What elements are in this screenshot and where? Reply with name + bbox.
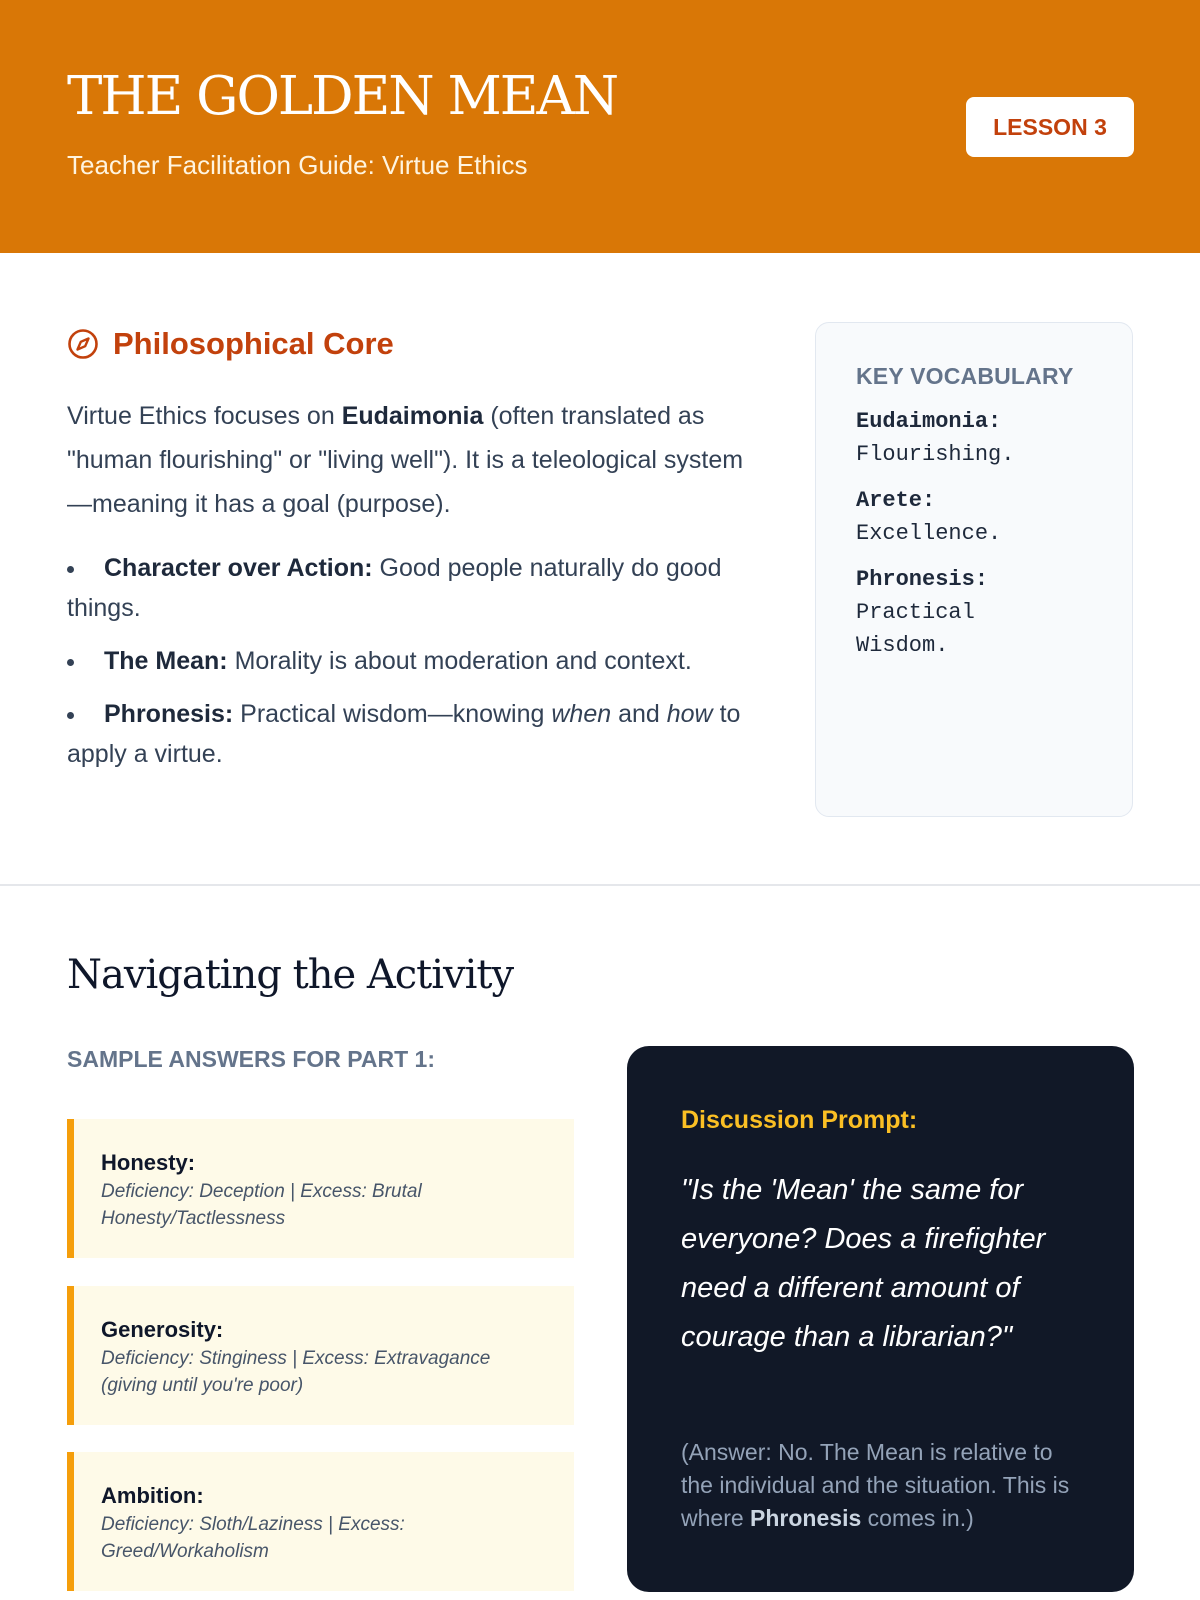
discussion-answer: (Answer: No. The Mean is relative to the individual and the situation. This is where Phronesis comes in.) (681, 1439, 1070, 1531)
virtue-name: Honesty: (101, 1150, 196, 1175)
vocabulary-term: Phronesis: (856, 567, 989, 592)
activity-title: Navigating the Activity (67, 952, 514, 998)
vocabulary-item (856, 405, 1106, 471)
section-divider (0, 884, 1200, 886)
virtue-description: Deficiency: Deception | Excess: Brutal Honesty/Tactlessness (101, 1181, 422, 1229)
lesson-badge: LESSON 3 (966, 97, 1134, 157)
vocabulary-definition: Practical Wisdom. (856, 600, 975, 658)
vocabulary-item (856, 484, 1106, 550)
discussion-prompt-card (627, 1046, 1134, 1592)
section-title: Philosophical Core (113, 326, 394, 361)
virtue-description: Deficiency: Stinginess | Excess: Extravagance (giving until you're poor) (101, 1348, 491, 1396)
discussion-question: "Is the 'Mean' the same for everyone? Does a firefighter need a different amount of courage than a librarian?" (681, 1174, 1046, 1353)
compass-icon (67, 328, 99, 360)
key-term: Phronesis (750, 1505, 862, 1531)
sample-answers-heading: SAMPLE ANSWERS FOR PART 1: (67, 1046, 436, 1072)
page-subtitle: Teacher Facilitation Guide: Virtue Ethics (67, 150, 528, 180)
vocabulary-card (815, 322, 1133, 817)
discussion-prompt-label: Discussion Prompt: (681, 1106, 918, 1134)
virtue-card-ambition (67, 1452, 574, 1591)
list-item: Character over Action: Good people naturally do good things. (67, 548, 767, 628)
vocabulary-definition: Flourishing. (856, 442, 1015, 467)
vocabulary-definition: Excellence. (856, 521, 1002, 546)
vocabulary-list (856, 405, 1106, 675)
vocabulary-term: Arete: (856, 488, 936, 513)
vocabulary-heading: KEY VOCABULARY (856, 363, 1074, 389)
page-header (0, 0, 1200, 253)
virtue-name: Generosity: (101, 1317, 224, 1342)
virtue-name: Ambition: (101, 1483, 204, 1508)
core-intro: Virtue Ethics focuses on Eudaimonia (often translated as "human flourishing" or "living well"). It is a teleological system—meaning it has a goal (purpose). (67, 402, 744, 518)
virtue-card-generosity (67, 1286, 574, 1425)
virtue-card-honesty (67, 1119, 574, 1258)
vocabulary-item (856, 563, 1106, 662)
core-points (67, 548, 767, 787)
core-heading (67, 322, 394, 366)
list-item: The Mean: Morality is about moderation and context. (67, 641, 767, 681)
key-term: Eudaimonia (341, 402, 484, 430)
virtue-description: Deficiency: Sloth/Laziness | Excess: Greed/Workaholism (101, 1514, 405, 1562)
page-title: THE GOLDEN MEAN (67, 66, 618, 127)
list-item: Phronesis: Practical wisdom—knowing when and how to apply a virtue. (67, 694, 767, 774)
vocabulary-term: Eudaimonia: (856, 409, 1002, 434)
